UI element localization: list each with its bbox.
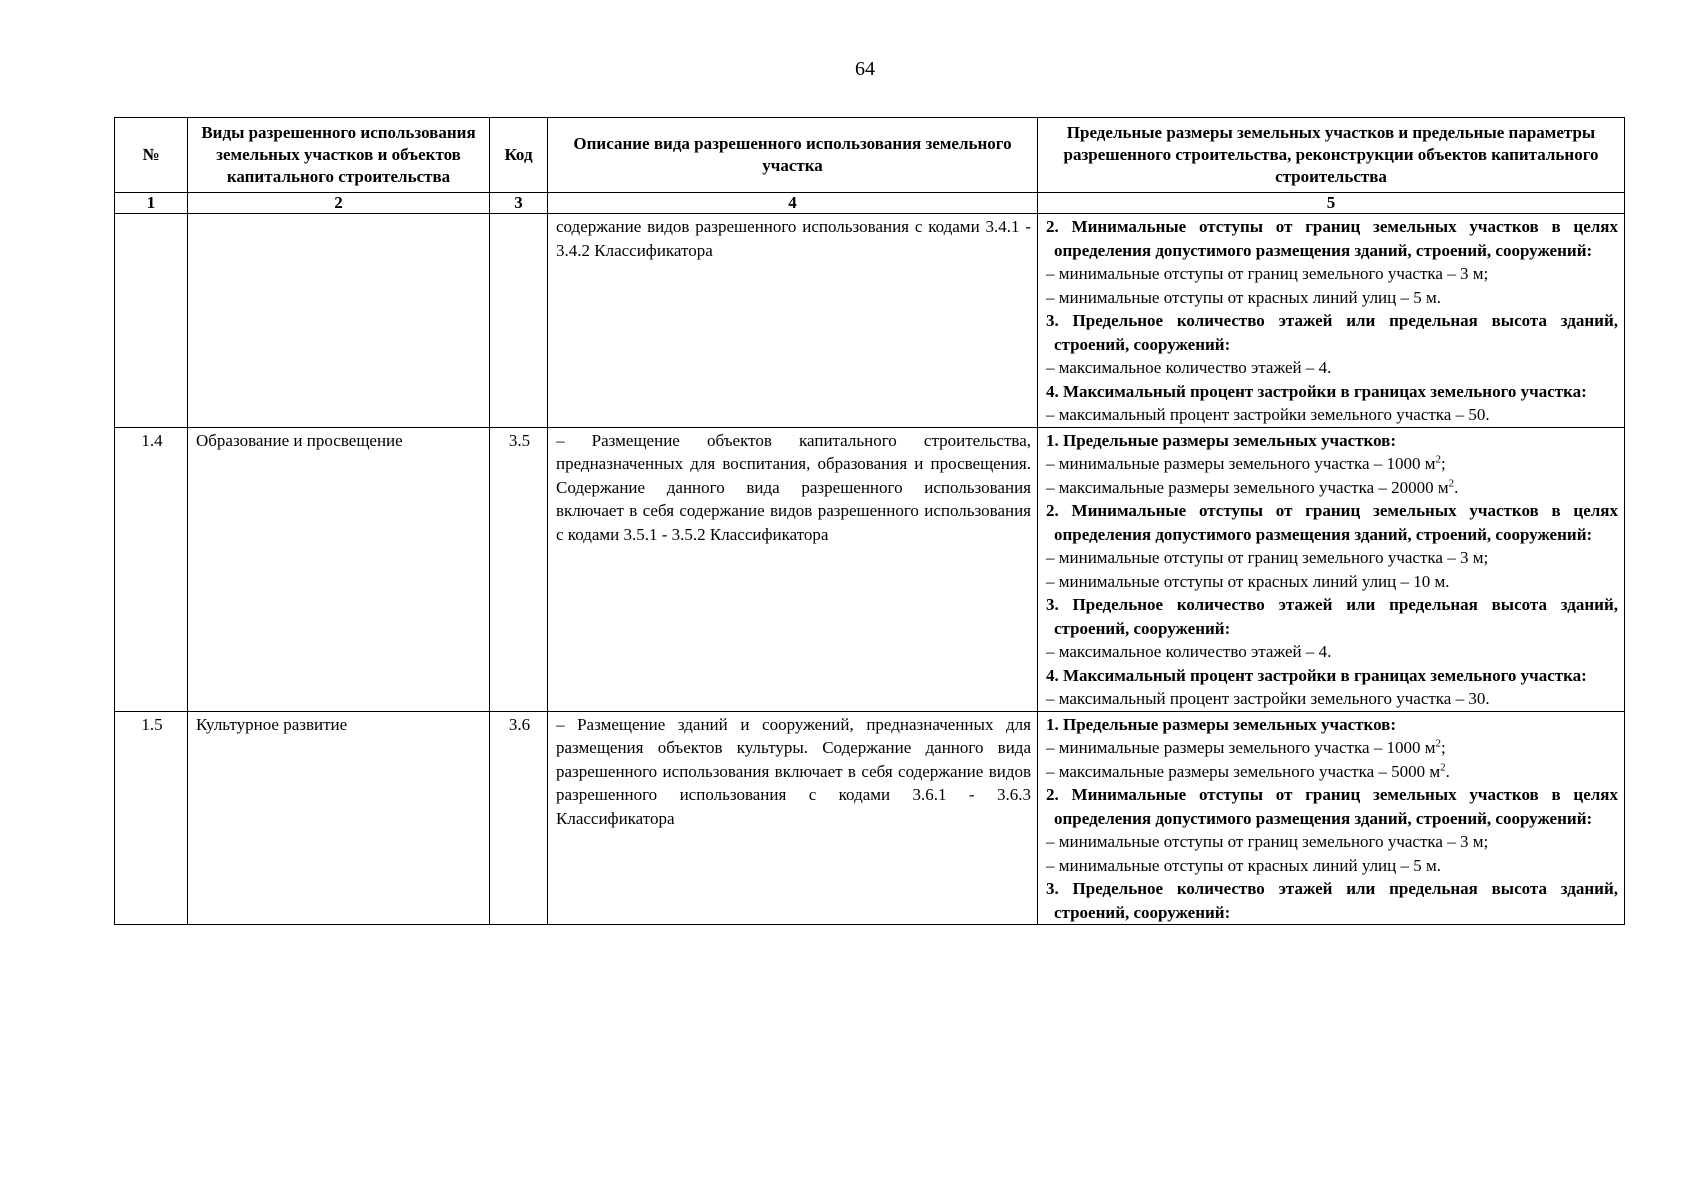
parameter-text: – минимальные отступы от границ земельного участка – 3 м;	[1046, 548, 1489, 567]
header-use-type: Виды разрешенного использования земельных участков и объектов капитального строительства	[188, 118, 490, 193]
description-cell: – Размещение зданий и сооружений, предназначенных для размещения объектов культуры. Содержание данного вида разрешенного использования включает в себя содержание видов разрешенного использования с кодами 3.6.1 - 3.6.3 Классификатора	[548, 711, 1038, 925]
parameter-text: – максимальное количество этажей – 4.	[1046, 358, 1332, 377]
parameter-item	[1046, 570, 1618, 594]
parameter-text: – максимальный процент застройки земельного участка – 30.	[1046, 689, 1490, 708]
parameter-text: – минимальные отступы от красных линий улиц – 10 м.	[1046, 571, 1450, 591]
parameter-punctuation: .	[1454, 477, 1459, 497]
land-use-table	[114, 117, 1625, 925]
parameter-text: – минимальные отступы от границ земельного участка – 3 м;	[1046, 264, 1489, 283]
table-row	[115, 711, 1625, 925]
code-cell: 3.5	[490, 427, 548, 711]
code-cell: 3.6	[490, 711, 548, 925]
unit-superscript: 2	[1440, 760, 1446, 773]
column-number: 3	[490, 193, 548, 214]
code-cell	[490, 214, 548, 428]
column-number: 4	[548, 193, 1038, 214]
parameter-item	[1046, 476, 1618, 500]
parameter-text: 4. Максимальный процент застройки в границах земельного участка:	[1046, 665, 1587, 685]
header-number: №	[115, 118, 188, 193]
parameter-heading	[1046, 877, 1618, 924]
column-number: 1	[115, 193, 188, 214]
description-cell: содержание видов разрешенного использования с кодами 3.4.1 - 3.4.2 Классификатора	[548, 214, 1038, 428]
parameter-item	[1046, 356, 1618, 380]
parameter-text: 2. Минимальные отступы от границ земельных участков в целях определения допустимого размещения зданий, строений, сооружений:	[1046, 217, 1618, 260]
parameter-item	[1046, 830, 1618, 854]
row-number-cell	[115, 214, 188, 428]
unit-superscript: 2	[1435, 453, 1442, 466]
unit-superscript: 2	[1435, 737, 1442, 750]
parameter-heading	[1046, 713, 1618, 737]
parameter-heading	[1046, 664, 1618, 688]
parameter-text: – максимальный процент застройки земельного участка – 50.	[1046, 405, 1490, 424]
parameters-cell	[1038, 427, 1625, 711]
parameter-text: – максимальные размеры земельного участка – 20000 м	[1046, 477, 1449, 497]
parameter-heading	[1046, 429, 1618, 453]
parameter-heading	[1046, 215, 1618, 262]
table-body	[115, 214, 1625, 925]
column-number: 5	[1038, 193, 1625, 214]
parameter-text: 4. Максимальный процент застройки в границах земельного участка:	[1046, 381, 1587, 401]
header-code: Код	[490, 118, 548, 193]
parameter-item	[1046, 854, 1618, 878]
parameter-heading	[1046, 309, 1618, 356]
parameter-item	[1046, 736, 1618, 760]
parameter-item	[1046, 403, 1618, 427]
parameters-cell	[1038, 214, 1625, 428]
parameter-text: 1. Предельные размеры земельных участков:	[1046, 430, 1397, 450]
table-row	[115, 214, 1625, 428]
parameters-cell	[1038, 711, 1625, 925]
row-number-cell: 1.5	[115, 711, 188, 925]
parameter-text: 3. Предельное количество этажей или предельная высота зданий, строений, сооружений:	[1046, 311, 1618, 354]
header-row	[115, 118, 1625, 193]
header-description: Описание вида разрешенного использования земельного участка	[548, 118, 1038, 193]
use-type-cell	[188, 214, 490, 428]
parameter-punctuation: ;	[1441, 454, 1446, 473]
row-number-cell: 1.4	[115, 427, 188, 711]
parameter-text: – минимальные отступы от границ земельного участка – 3 м;	[1046, 832, 1489, 851]
parameter-text: 3. Предельное количество этажей или предельная высота зданий, строений, сооружений:	[1046, 595, 1618, 638]
parameter-text: – максимальные размеры земельного участка – 5000 м	[1046, 761, 1441, 781]
parameter-punctuation: ;	[1441, 738, 1446, 757]
parameter-heading	[1046, 783, 1618, 830]
use-type-cell: Образование и просвещение	[188, 427, 490, 711]
parameter-text: – минимальные отступы от красных линий улиц – 5 м.	[1046, 287, 1442, 307]
parameter-text: 2. Минимальные отступы от границ земельных участков в целях определения допустимого размещения зданий, строений, сооружений:	[1046, 501, 1618, 544]
column-number: 2	[188, 193, 490, 214]
parameter-item	[1046, 286, 1618, 310]
parameter-text: 2. Минимальные отступы от границ земельных участков в целях определения допустимого размещения зданий, строений, сооружений:	[1046, 785, 1618, 828]
parameter-item	[1046, 262, 1618, 286]
table-row	[115, 427, 1625, 711]
parameter-heading	[1046, 593, 1618, 640]
parameter-item	[1046, 546, 1618, 570]
header-parameters: Предельные размеры земельных участков и предельные параметры разрешенного строительства, реконструкции объектов капитального строительства	[1038, 118, 1625, 193]
parameter-text: – минимальные отступы от красных линий улиц – 5 м.	[1046, 855, 1442, 875]
parameter-text: – максимальное количество этажей – 4.	[1046, 642, 1332, 661]
parameter-item	[1046, 452, 1618, 476]
parameter-item	[1046, 687, 1618, 711]
column-number-row	[115, 193, 1625, 214]
parameter-text: – минимальные размеры земельного участка – 1000 м	[1046, 738, 1436, 757]
page-number: 64	[855, 58, 875, 80]
parameter-text: 1. Предельные размеры земельных участков:	[1046, 714, 1397, 734]
parameter-item	[1046, 640, 1618, 664]
unit-superscript: 2	[1448, 476, 1455, 489]
use-type-cell: Культурное развитие	[188, 711, 490, 925]
parameter-item	[1046, 760, 1618, 784]
parameter-heading	[1046, 380, 1618, 404]
parameter-punctuation: .	[1445, 761, 1450, 781]
parameter-text: 3. Предельное количество этажей или предельная высота зданий, строений, сооружений:	[1046, 879, 1618, 922]
description-cell: – Размещение объектов капитального строительства, предназначенных для воспитания, образования и просвещения. Содержание данного вида разрешенного использования включает в себя содержание видов разрешенного использования с кодами 3.5.1 - 3.5.2 Классификатора	[548, 427, 1038, 711]
parameter-text: – минимальные размеры земельного участка – 1000 м	[1046, 454, 1436, 473]
parameter-heading	[1046, 499, 1618, 546]
